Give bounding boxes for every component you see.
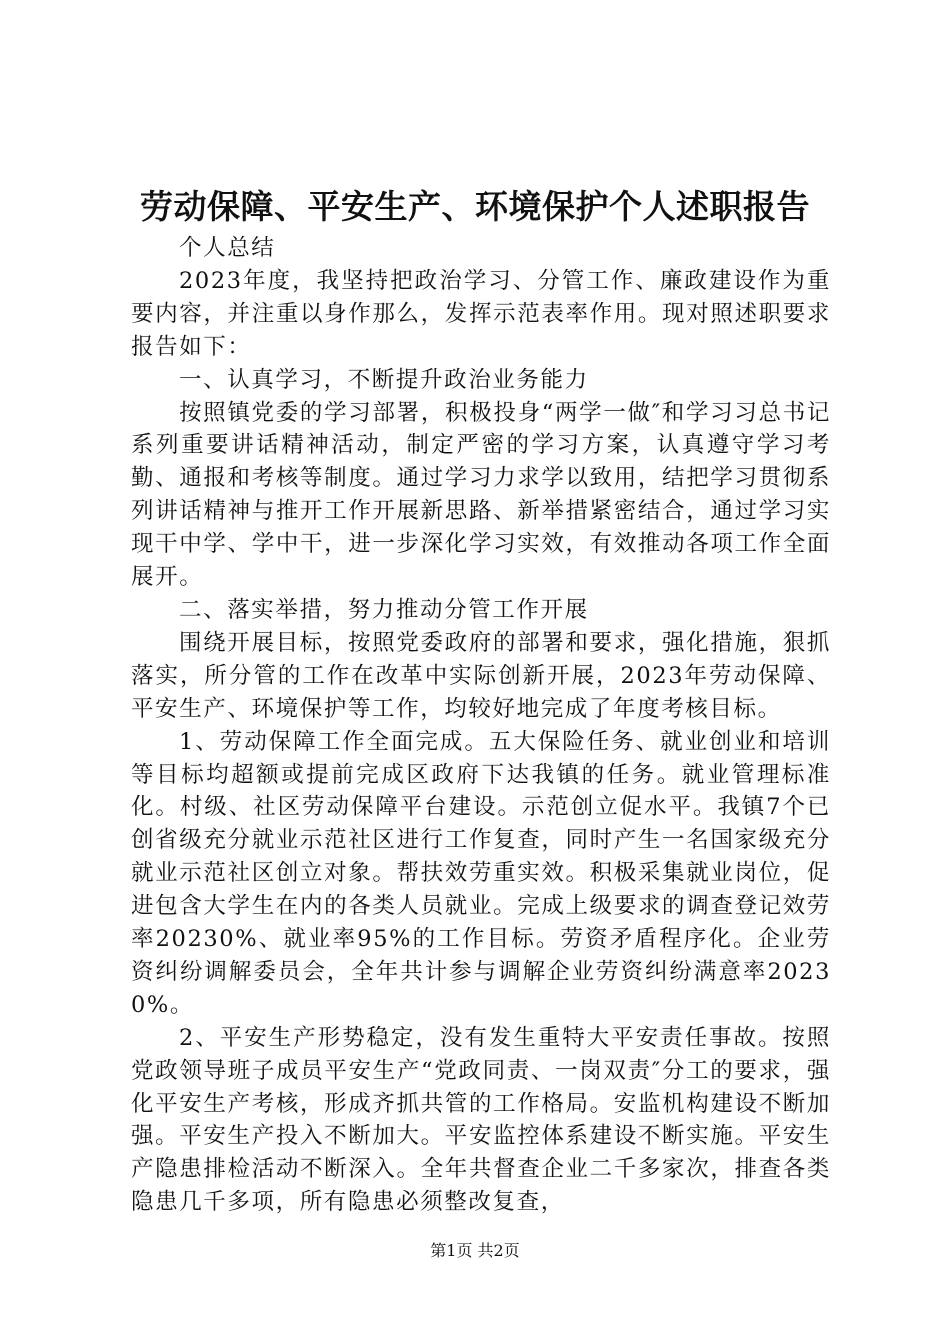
paragraph-labor-security: 1、劳动保障工作全面完成。五大保险任务、就业创业和培训等目标均超额或提前完成区政府下达我镇的任务。就业管理标准化。村级、社区劳动保障平台建设。示范创立促水平。我镇7个已创省级充分就业示范社区进行工作复查，同时产生一名国家级充分就业示范社区创立对象。帮扶效劳重实效。积极采集就业岗位，促进包含大学生在内的各类人员就业。完成上级要求的调查登记效劳率20230%、就业率95%的工作目标。劳资矛盾程序化。企业劳资纠纷调解委员会，全年共计参与调解企业劳资纠纷满意率20230%。 (131, 728, 831, 1018)
section-heading-study: 一、认真学习，不断提升政治业务能力 (179, 366, 589, 393)
paragraph-study: 按照镇党委的学习部署，积极投身“两学一做″和学习习总书记系列重要讲话精神活动，制定严密的学习方案，认真遵守学习考勤、通报和考核等制度。通过学习力求学以致用，结把学习贯彻系列讲话精神与推开工作开展新思路、新举措紧密结合，通过学习实现干中学、学中干，进一步深化学习实效，有效推动各项工作全面展开。 (131, 399, 831, 591)
document-body (131, 232, 831, 1219)
section-heading-measures: 二、落实举措，努力推动分管工作开展 (179, 596, 589, 623)
document-title: 劳动保障、平安生产、环境保护个人述职报告 (140, 187, 810, 226)
paragraph-production-safety: 2、平安生产形势稳定，没有发生重特大平安责任事故。按照党政领导班子成员平安生产“党政同责、一岗双责″分工的要求，强化平安生产考核，形成齐抓共管的工作格局。安监机构建设不断加强。平安生产投入不断加大。平安监控体系建设不断实施。平安生产隐患排检活动不断深入。全年共督查企业二千多家次，排查各类隐患几千多项，所有隐患必须整改复查， (131, 1024, 831, 1216)
page-footer: 第1页 共2页 (430, 1241, 520, 1260)
paragraph-heading-summary: 个人总结 (179, 235, 276, 261)
paragraph-intro: 2023年度，我坚持把政治学习、分管工作、廉政建设作为重要内容，并注重以身作那么，发挥示范表率作用。现对照述职要求报告如下： (131, 267, 831, 360)
paragraph-measures: 围绕开展目标，按照党委政府的部署和要求，强化措施，狠抓落实，所分管的工作在改革中实际创新开展，2023年劳动保障、平安生产、环境保护等工作，均较好地完成了年度考核目标。 (131, 629, 831, 722)
